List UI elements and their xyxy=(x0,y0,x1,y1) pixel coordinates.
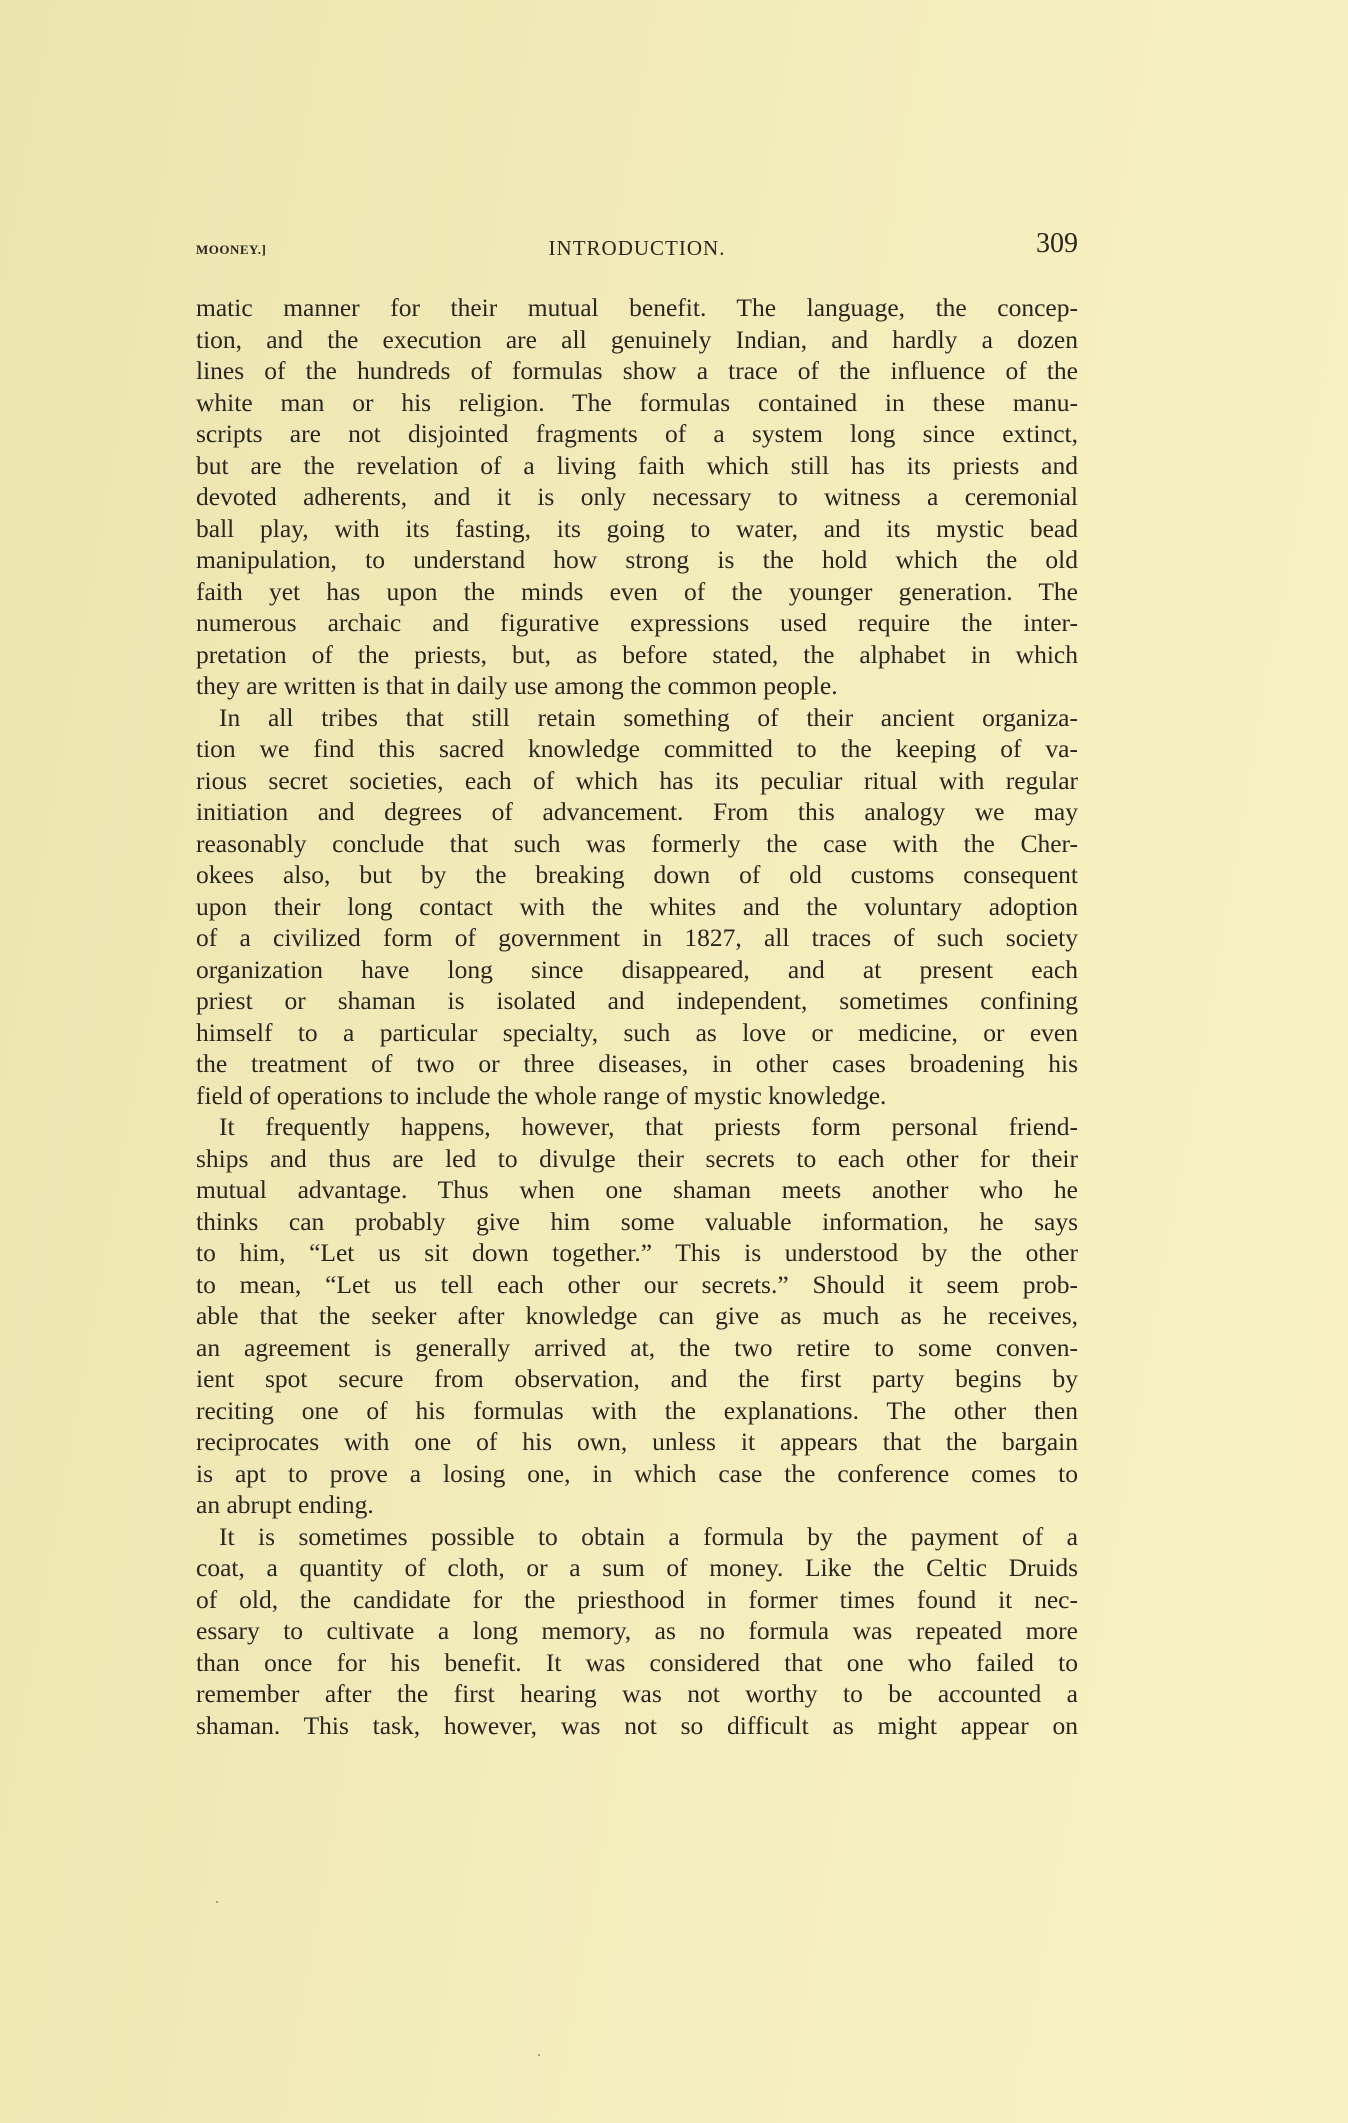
text-line: matic manner for their mutual benefit. The language, the concep- xyxy=(196,293,1078,322)
text-line: able that the seeker after knowledge can give as much as he receives, xyxy=(196,1301,1078,1330)
scan-speck xyxy=(216,1901,218,1903)
text-line: but are the revelation of a living faith which still has its priests and xyxy=(196,450,1078,480)
text-line: initiation and degrees of advancement. From this analogy we may xyxy=(196,797,1078,826)
text-line: numerous archaic and figurative expressions used require the inter- xyxy=(196,608,1078,637)
text-line: than once for his benefit. It was considered that one who failed to xyxy=(196,1647,1078,1677)
text-line: an abrupt ending. xyxy=(196,1490,374,1519)
text-line: shaman. This task, however, was not so difficult as might appear on xyxy=(196,1710,1078,1740)
text-line: coat, a quantity of cloth, or a sum of money. Like the Celtic Druids xyxy=(196,1553,1078,1582)
text-line: himself to a particular specialty, such as love or medicine, or even xyxy=(196,1017,1078,1047)
text-line: lines of the hundreds of formulas show a trace of the influence of the xyxy=(196,356,1078,385)
text-line: manipulation, to understand how strong is the hold which the old xyxy=(196,545,1078,574)
text-line: organization have long since disappeared, and at present each xyxy=(196,954,1078,984)
text-line: In all tribes that still retain something of their ancient organiza- xyxy=(219,702,1078,732)
text-line: mutual advantage. Thus when one shaman meets another who he xyxy=(196,1175,1078,1204)
scan-speck xyxy=(538,2054,540,2056)
text-line: remember after the first hearing was not worthy to be accounted a xyxy=(196,1679,1078,1708)
text-line: pretation of the priests, but, as before stated, the alphabet in which xyxy=(196,639,1078,669)
text-line: reciting one of his formulas with the explanations. The other then xyxy=(196,1395,1078,1425)
text-line: to mean, “Let us tell each other our secrets.” Should it seem prob- xyxy=(196,1269,1078,1299)
text-line: of old, the candidate for the priesthood in former times found it nec- xyxy=(196,1584,1078,1614)
body-text xyxy=(196,292,1078,1741)
paragraph xyxy=(196,1521,1078,1742)
text-line: field of operations to include the whole range of mystic knowledge. xyxy=(196,1080,887,1110)
text-line: ient spot secure from observation, and the first party begins by xyxy=(196,1364,1078,1393)
text-line: priest or shaman is isolated and independent, sometimes confining xyxy=(196,986,1078,1015)
page-number: 309 xyxy=(1036,228,1078,259)
paragraph xyxy=(196,702,1078,1112)
text-line: of a civilized form of government in 1827, all traces of such society xyxy=(196,923,1078,952)
text-line: ships and thus are led to divulge their secrets to each other for their xyxy=(196,1143,1078,1173)
text-line: is apt to prove a losing one, in which case the conference comes to xyxy=(196,1458,1078,1488)
text-line: scripts are not disjointed fragments of a system long since extinct, xyxy=(196,419,1078,448)
running-header xyxy=(196,228,1078,268)
text-line: tion we find this sacred knowledge committed to the keeping of va- xyxy=(196,734,1078,763)
text-line: an agreement is generally arrived at, the two retire to some conven- xyxy=(196,1332,1078,1362)
text-line: rious secret societies, each of which has its peculiar ritual with regular xyxy=(196,765,1078,795)
text-line: It is sometimes possible to obtain a formula by the payment of a xyxy=(219,1521,1078,1551)
running-head-author: MOONEY.] xyxy=(196,242,267,257)
paragraph xyxy=(196,292,1078,702)
text-line: It frequently happens, however, that priests form personal friend- xyxy=(219,1112,1078,1141)
text-line: upon their long contact with the whites and the voluntary adoption xyxy=(196,891,1078,921)
text-line: reciprocates with one of his own, unless it appears that the bargain xyxy=(196,1427,1078,1456)
text-line: the treatment of two or three diseases, in other cases broadening his xyxy=(196,1049,1078,1078)
text-line: thinks can probably give him some valuable information, he says xyxy=(196,1206,1078,1236)
text-line: white man or his religion. The formulas contained in these manu- xyxy=(196,387,1078,417)
text-line: devoted adherents, and it is only necessary to witness a ceremonial xyxy=(196,482,1078,511)
text-line: they are written is that in daily use among the common people. xyxy=(196,671,838,700)
text-line: okees also, but by the breaking down of old customs consequent xyxy=(196,860,1078,889)
text-line: reasonably conclude that such was formerly the case with the Cher- xyxy=(196,828,1078,858)
text-line: faith yet has upon the minds even of the younger generation. The xyxy=(196,576,1078,606)
text-line: to him, “Let us sit down together.” This is understood by the other xyxy=(196,1238,1078,1267)
text-line: tion, and the execution are all genuinely Indian, and hardly a dozen xyxy=(196,324,1078,354)
paragraph xyxy=(196,1111,1078,1521)
text-line: essary to cultivate a long memory, as no formula was repeated more xyxy=(196,1616,1078,1645)
running-head-title: INTRODUCTION. xyxy=(548,236,726,260)
text-line: ball play, with its fasting, its going to water, and its mystic bead xyxy=(196,513,1078,543)
